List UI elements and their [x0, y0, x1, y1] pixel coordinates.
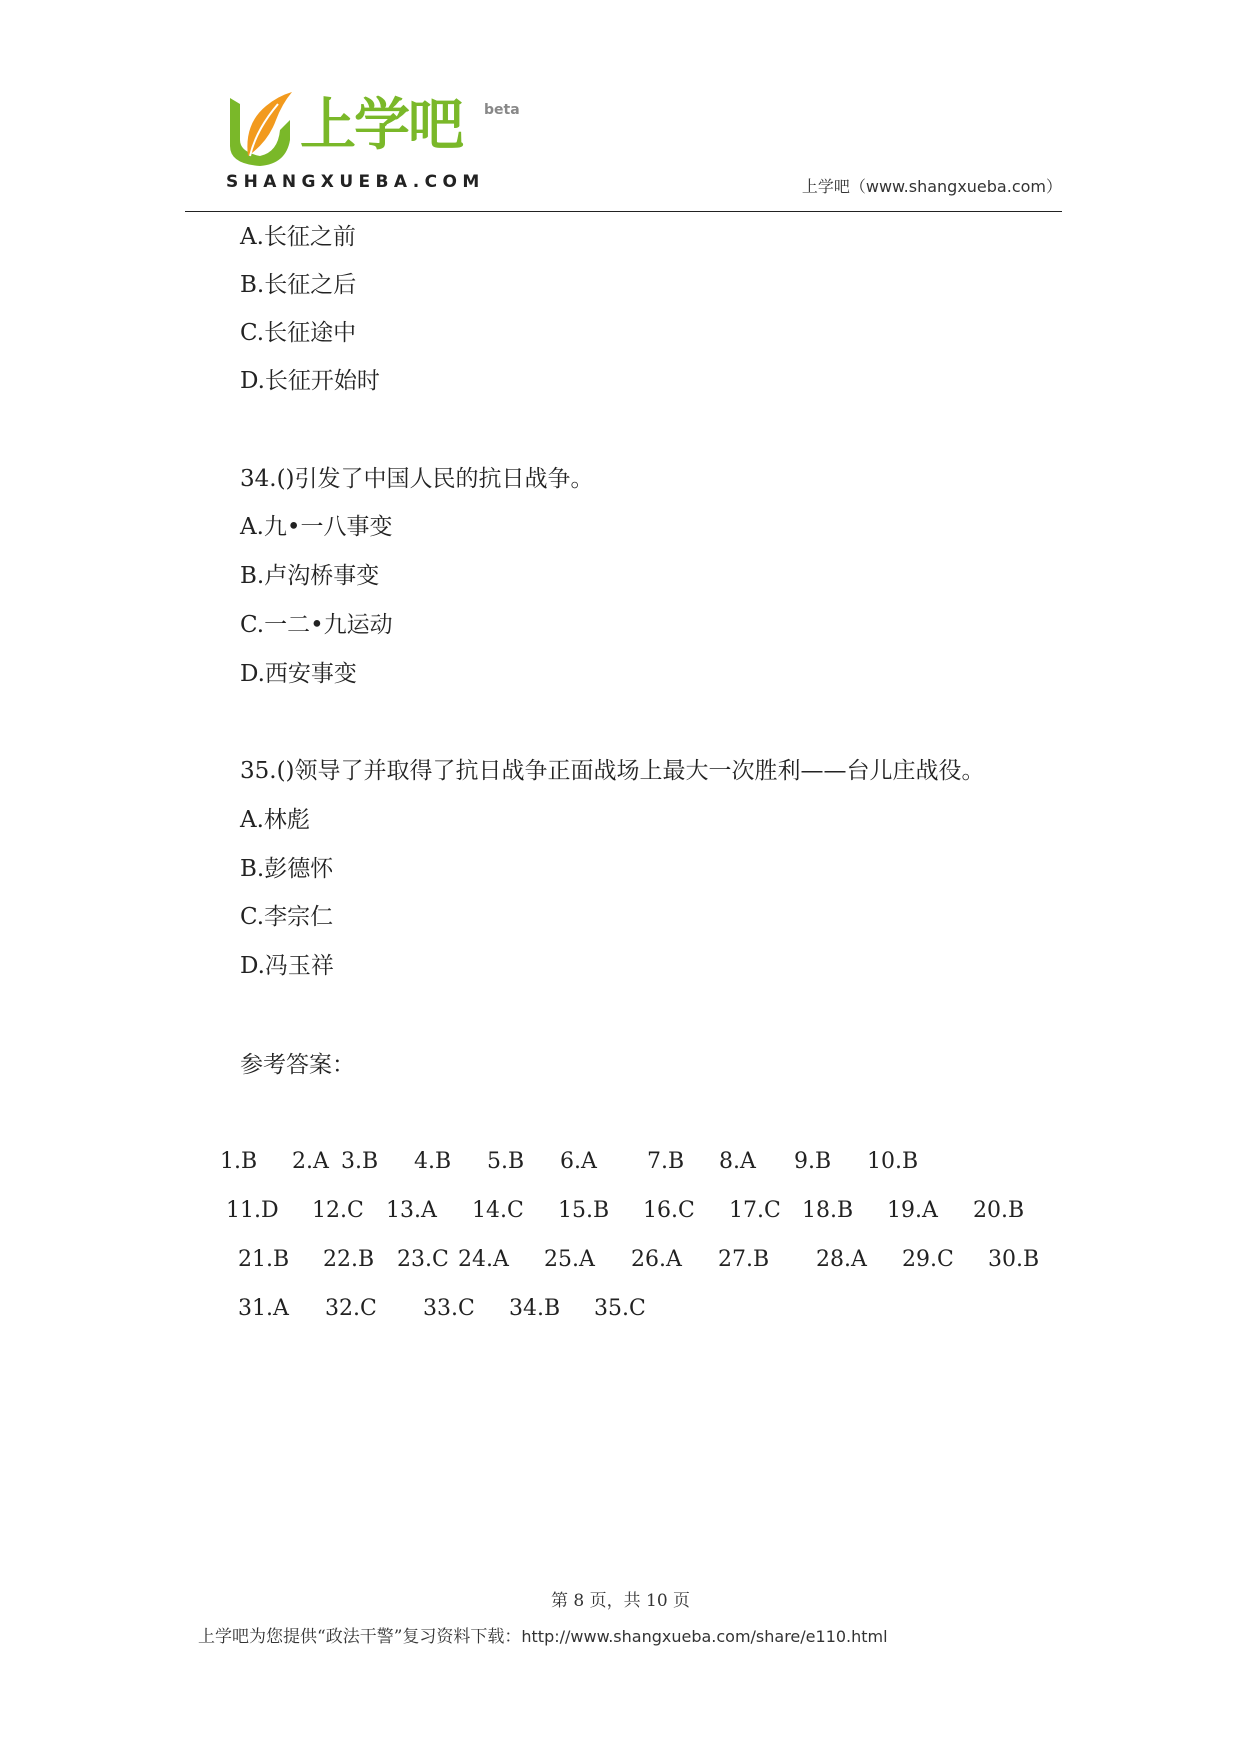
q34-option-a: A.九•一八事变	[240, 514, 393, 540]
answer-item: 35.C	[594, 1296, 646, 1321]
answer-item: 23.C	[397, 1247, 449, 1272]
answer-item: 30.B	[988, 1247, 1040, 1272]
answer-item: 22.B	[323, 1247, 375, 1272]
answer-item: 34.B	[509, 1296, 561, 1321]
answer-item: 9.B	[794, 1149, 832, 1174]
q33-option-d: D.长征开始时	[240, 368, 380, 394]
answer-item: 31.A	[238, 1296, 289, 1321]
header-site-label: 上学吧（www.shangxueba.com）	[801, 177, 1062, 196]
page-total: 10	[646, 1591, 668, 1611]
answer-item: 2.A	[292, 1149, 329, 1174]
page-number	[0, 1586, 1241, 1611]
q34-option-d: D.西安事变	[240, 661, 357, 687]
q33-option-c: C.长征途中	[240, 320, 357, 346]
page-mid: 页，共	[589, 1591, 641, 1611]
answer-item: 12.C	[312, 1198, 364, 1223]
logo-wordmark: 上学吧	[300, 93, 462, 158]
answer-item: 20.B	[973, 1198, 1025, 1223]
answer-item: 29.C	[902, 1247, 954, 1272]
answer-item: 3.B	[341, 1149, 379, 1174]
answer-item: 17.C	[729, 1198, 781, 1223]
answer-item: 33.C	[423, 1296, 475, 1321]
q33-option-b: B.长征之后	[240, 272, 357, 298]
answer-item: 16.C	[643, 1198, 695, 1223]
answer-item: 28.A	[816, 1247, 867, 1272]
answers-heading: 参考答案：	[240, 1052, 355, 1078]
footer-info	[198, 1622, 888, 1647]
answer-item: 7.B	[647, 1149, 685, 1174]
answer-item: 19.A	[887, 1198, 938, 1223]
page-prefix: 第	[550, 1591, 568, 1611]
q35-option-a: A.林彪	[240, 807, 310, 833]
page-current: 8	[573, 1591, 585, 1611]
logo-domain: SHANGXUEBA.COM	[226, 172, 485, 192]
answer-item: 26.A	[631, 1247, 682, 1272]
footer-url-link[interactable]: http://www.shangxueba.com/share/e110.html	[521, 1627, 888, 1646]
answer-item: 18.B	[802, 1198, 854, 1223]
answer-item: 10.B	[867, 1149, 919, 1174]
answer-item: 4.B	[414, 1149, 452, 1174]
q35-question: 35.()领导了并取得了抗日战争正面战场上最大一次胜利——台儿庄战役。	[240, 758, 985, 784]
footer-info-text: 上学吧为您提供“政法干警”复习资料下载：	[198, 1627, 522, 1647]
answer-item: 11.D	[226, 1198, 279, 1223]
answer-item: 24.A	[458, 1247, 509, 1272]
answer-item: 5.B	[487, 1149, 525, 1174]
logo-beta-badge: beta	[484, 102, 520, 118]
q34-option-b: B.卢沟桥事变	[240, 563, 380, 589]
answer-item: 15.B	[558, 1198, 610, 1223]
q33-option-a: A.长征之前	[240, 224, 356, 250]
q35-option-c: C.李宗仁	[240, 904, 334, 930]
answer-item: 25.A	[544, 1247, 595, 1272]
page-suffix: 页	[673, 1591, 691, 1611]
answer-item: 13.A	[386, 1198, 437, 1223]
answer-item: 6.A	[560, 1149, 597, 1174]
q34-option-c: C.一二•九运动	[240, 612, 393, 638]
q34-question: 34.()引发了中国人民的抗日战争。	[240, 466, 594, 492]
answer-item: 14.C	[472, 1198, 524, 1223]
site-logo[interactable]	[226, 90, 526, 200]
header-divider	[185, 211, 1062, 212]
answer-item: 21.B	[238, 1247, 290, 1272]
q35-option-d: D.冯玉祥	[240, 953, 334, 979]
answer-item: 27.B	[718, 1247, 770, 1272]
answer-item: 1.B	[220, 1149, 258, 1174]
answer-item: 8.A	[719, 1149, 756, 1174]
q35-option-b: B.彭德怀	[240, 856, 334, 882]
answer-item: 32.C	[325, 1296, 377, 1321]
leaf-logo-icon	[226, 90, 300, 170]
